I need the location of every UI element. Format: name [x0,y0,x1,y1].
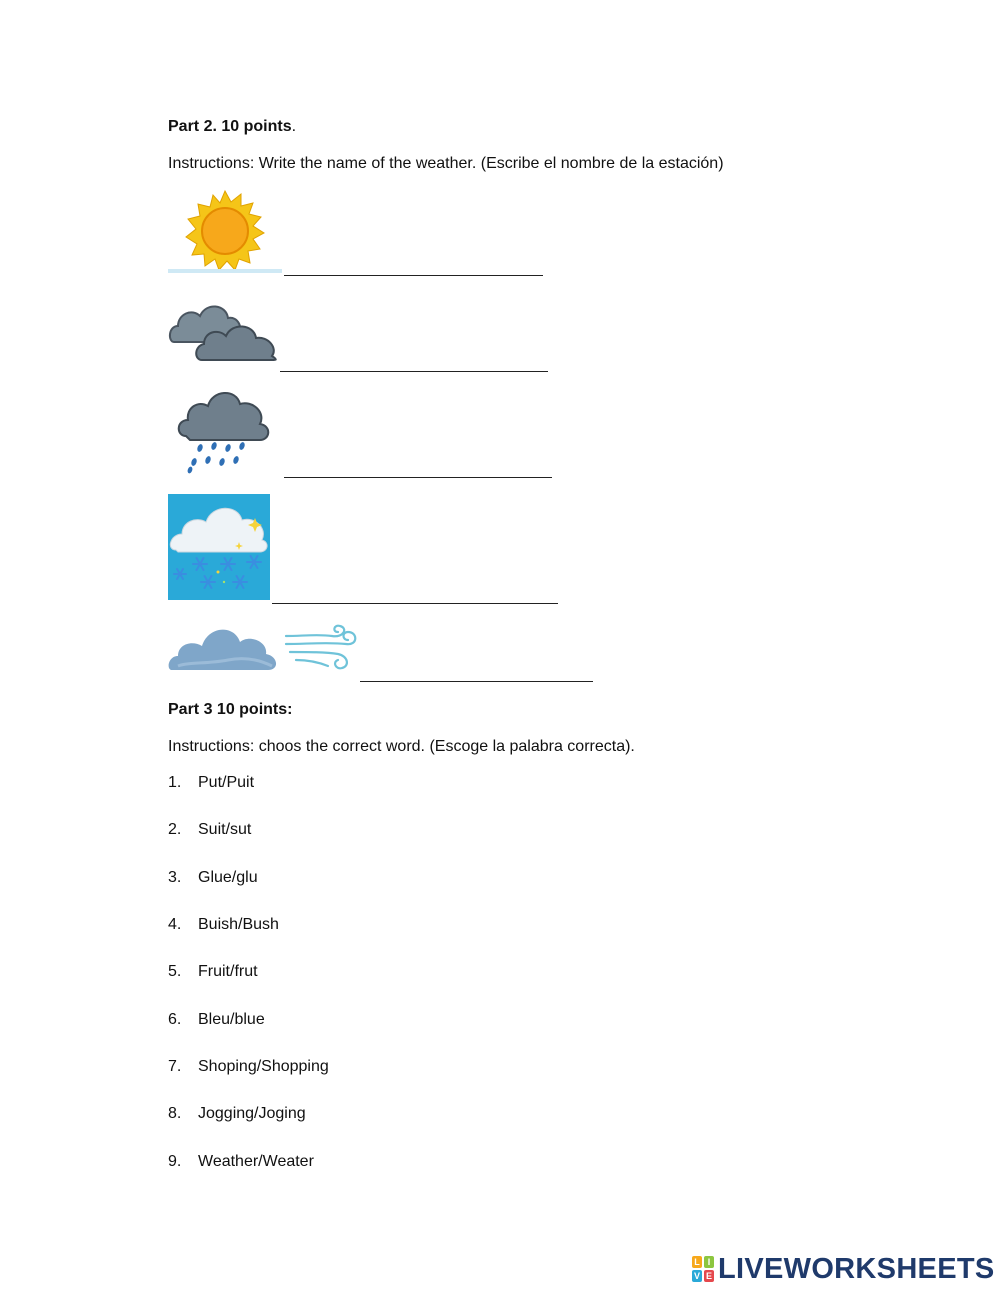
list-item-number: 5. [168,963,182,980]
part2-title-tail: . [291,118,297,135]
list-item[interactable] [168,868,258,888]
part2-instructions: Instructions: Write the name of the weather. (Escribe el nombre de la estación) [168,155,724,172]
list-item-number: 7. [168,1058,182,1075]
cloudy-icon [168,298,280,364]
list-item-text: Suit/sut [198,821,252,838]
list-item-number: 2. [168,821,182,838]
answer-blank-4[interactable] [272,603,558,604]
list-item[interactable] [168,1010,265,1030]
answer-blank-2[interactable] [280,371,548,372]
list-item[interactable] [168,915,279,935]
sun-icon [168,189,282,273]
answer-blank-3[interactable] [284,477,552,478]
list-item-number: 8. [168,1105,182,1122]
wind-icon [168,622,360,674]
logo-badge-letter: L [692,1256,702,1268]
logo-text: LIVEWORKSHEETS [718,1253,995,1285]
list-item[interactable] [168,1104,306,1124]
part2-title-bold: Part 2. 10 points [168,118,292,135]
list-item-number: 6. [168,1011,182,1028]
list-item-number: 1. [168,774,182,791]
list-item-number: 9. [168,1153,182,1170]
list-item[interactable] [168,1152,314,1172]
list-item[interactable] [168,962,258,982]
logo-badge-letter: V [693,1271,700,1281]
logo-badge-letter: E [705,1271,712,1281]
list-item-text: Bleu/blue [198,1011,265,1028]
list-item-text: Put/Puit [198,774,255,791]
list-item-text: Glue/glu [198,869,258,886]
liveworksheets-logo[interactable] [692,1254,995,1284]
answer-blank-5[interactable] [360,681,593,682]
list-item-text: Shoping/Shopping [198,1058,329,1075]
snow-icon [168,494,270,600]
list-item-number: 3. [168,869,182,886]
list-item-text: Buish/Bush [198,916,279,933]
answer-blank-1[interactable] [284,275,543,276]
list-item-text: Fruit/frut [198,963,258,980]
list-item-text: Jogging/Joging [198,1105,306,1122]
logo-badge-icon [692,1256,714,1282]
part3-title: Part 3 10 points: [168,701,293,718]
rain-cloud-icon [176,386,272,474]
list-item-number: 4. [168,916,182,933]
list-item[interactable] [168,773,254,793]
list-item[interactable] [168,820,251,840]
list-item[interactable] [168,1057,329,1077]
logo-badge-letter: I [704,1256,714,1268]
list-item-text: Weather/Weater [198,1153,314,1170]
part3-instructions: Instructions: choos the correct word. (Escoge la palabra correcta). [168,738,635,755]
part2-title [168,117,296,137]
